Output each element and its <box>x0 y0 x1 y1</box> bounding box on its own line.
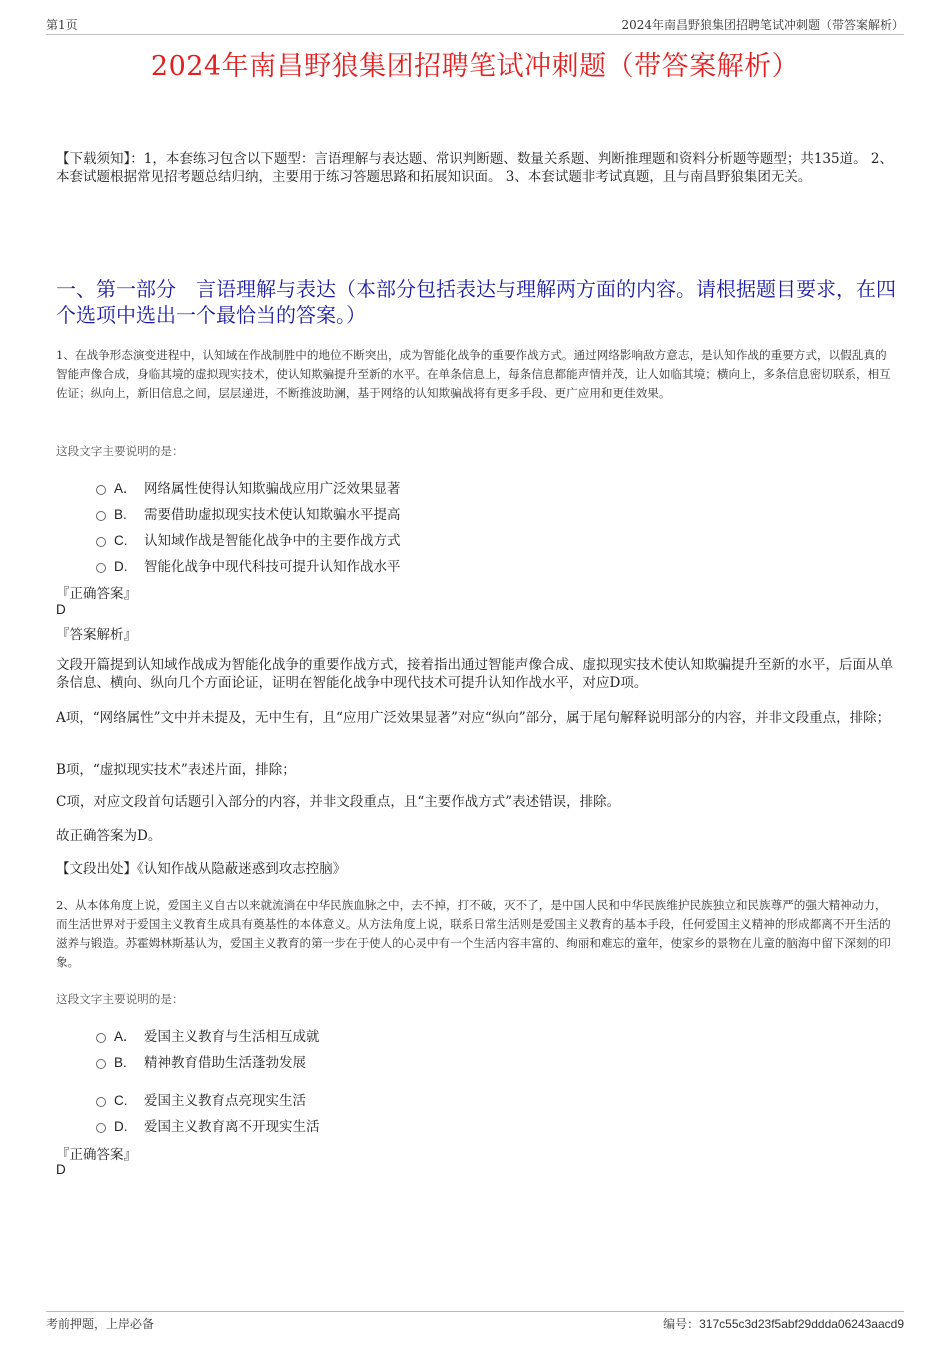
question-2-option-a[interactable]: A． 爱国主义教育与生活相互成就 <box>96 1025 320 1045</box>
question-2-option-d[interactable]: D. 爱国主义教育离不开现实生活 <box>96 1115 320 1135</box>
radio-icon[interactable] <box>96 1033 106 1043</box>
question-2-answer: D <box>56 1162 66 1177</box>
download-notice: 【下载须知】：1，本套练习包含以下题型：言语理解与表达题、常识判断题、数量关系题、判断推理题和资料分析题等题型；共135道。 2、本套试题根据常见招考题总结归纳，主要用于练习答题思路和拓展知识面。 3、本套试题非考试真题，且与南昌野狼集团无关。 <box>56 151 893 185</box>
question-1-source: 【文段出处】《认知作战从隐蔽迷惑到攻志控脑》 <box>56 861 347 877</box>
radio-icon[interactable] <box>96 1123 106 1133</box>
footer-slogan: 考前押题，上岸必备 <box>46 1317 155 1331</box>
section-title: 一、第一部分 言语理解与表达（本部分包括表达与理解两方面的内容。请根据题目要求，在四个选项中选出一个最恰当的答案。） <box>56 277 896 327</box>
page-number: 第1页 <box>46 18 78 32</box>
question-2-stem: 2、从本体角度上说，爱国主义自古以来就流淌在中华民族血脉之中，去不掉，打不破，灭不了，是中国人民和中华民族维护民族独立和民族尊严的强大精神动力，而生活世界对于爱国主义教育生成具有奠基性的本体意义。从方法角度上说，联系日常生活则是爱国主义教育的基本手段，任何爱国主义精神的形成都离不开生活的滋养与锻造。苏霍姆林斯基认为，爱国主义教育的第一步在于使人的心灵中有一个生活内容丰富的、绚丽和难忘的童年，使家乡的景物在儿童的脑海中留下深刻的印象。 <box>56 898 891 969</box>
question-1-option-d[interactable]: D. 智能化战争中现代科技可提升认知作战水平 <box>96 555 401 575</box>
question-1-analysis-label: 『答案解析』 <box>56 627 137 643</box>
footer-code-label: 编号： <box>663 1317 700 1331</box>
question-1-option-b[interactable]: B. 需要借助虚拟现实技术使认知欺骗水平提高 <box>96 503 401 523</box>
question-1-answer-label: 『正确答案』 <box>56 586 137 602</box>
footer-code <box>663 1315 904 1332</box>
question-2-option-b[interactable]: B. 精神教育借助生活蓬勃发展 <box>96 1051 306 1071</box>
question-1-analysis-4: C项，对应文段首句话题引入部分的内容，并非文段重点，且“主要作战方式”表述错误，排除。 <box>56 794 621 810</box>
page-header <box>46 14 904 35</box>
radio-icon[interactable] <box>96 1097 106 1107</box>
question-2-answer-label: 『正确答案』 <box>56 1147 137 1163</box>
question-2-prompt: 这段文字主要说明的是： <box>56 992 184 1006</box>
question-1-answer: D <box>56 602 66 617</box>
question-1-prompt: 这段文字主要说明的是： <box>56 444 184 458</box>
header-doc-title: 2024年南昌野狼集团招聘笔试冲刺题（带答案解析） <box>621 18 904 32</box>
question-1-analysis-1: 文段开篇提到认知域作战成为智能化战争的重要作战方式，接着指出通过智能声像合成、虚拟现实技术使认知欺骗提升至新的水平，后面从单条信息、横向、纵向几个方面论证，证明在智能化战争中现代技术可提升认知作战水平，对应D项。 <box>56 657 893 691</box>
page-footer <box>46 1311 904 1334</box>
radio-icon[interactable] <box>96 485 106 495</box>
question-1-stem: 1、在战争形态演变进程中，认知域在作战制胜中的地位不断突出，成为智能化战争的重要作战方式。通过网络影响敌方意志，是认知作战的重要方式，以假乱真的智能声像合成，身临其境的虚拟现实技术，使认知欺骗提升至新的水平。在单条信息上，每条信息都能声情并茂，让人如临其境；横向上，多条信息密切联系，相互佐证；纵向上，新旧信息之间，层层递进，不断推波助澜，基于网络的认知欺骗战将有更多手段、更广应用和更佳效果。 <box>56 348 891 400</box>
radio-icon[interactable] <box>96 537 106 547</box>
question-1-analysis-3: B项，“虚拟现实技术”表述片面，排除； <box>56 762 296 778</box>
footer-code-value: 317c55c3d23f5abf29ddda06243aacd9 <box>699 1317 904 1331</box>
radio-icon[interactable] <box>96 1059 106 1069</box>
question-1-option-a[interactable]: A． 网络属性使得认知欺骗战应用广泛效果显著 <box>96 477 401 497</box>
question-1-analysis-2: A项，“网络属性”文中并未提及，无中生有，且“应用广泛效果显著”对应“纵向”部分，属于尾句解释说明部分的内容，并非文段重点，排除； <box>56 710 891 726</box>
question-1-analysis-5: 故正确答案为D。 <box>56 828 162 844</box>
question-2-option-c[interactable]: C. 爱国主义教育点亮现实生活 <box>96 1089 306 1109</box>
document-title: 2024年南昌野狼集团招聘笔试冲刺题（带答案解析） <box>150 51 800 82</box>
radio-icon[interactable] <box>96 563 106 573</box>
question-1-option-c[interactable]: C. 认知域作战是智能化战争中的主要作战方式 <box>96 529 401 549</box>
radio-icon[interactable] <box>96 511 106 521</box>
